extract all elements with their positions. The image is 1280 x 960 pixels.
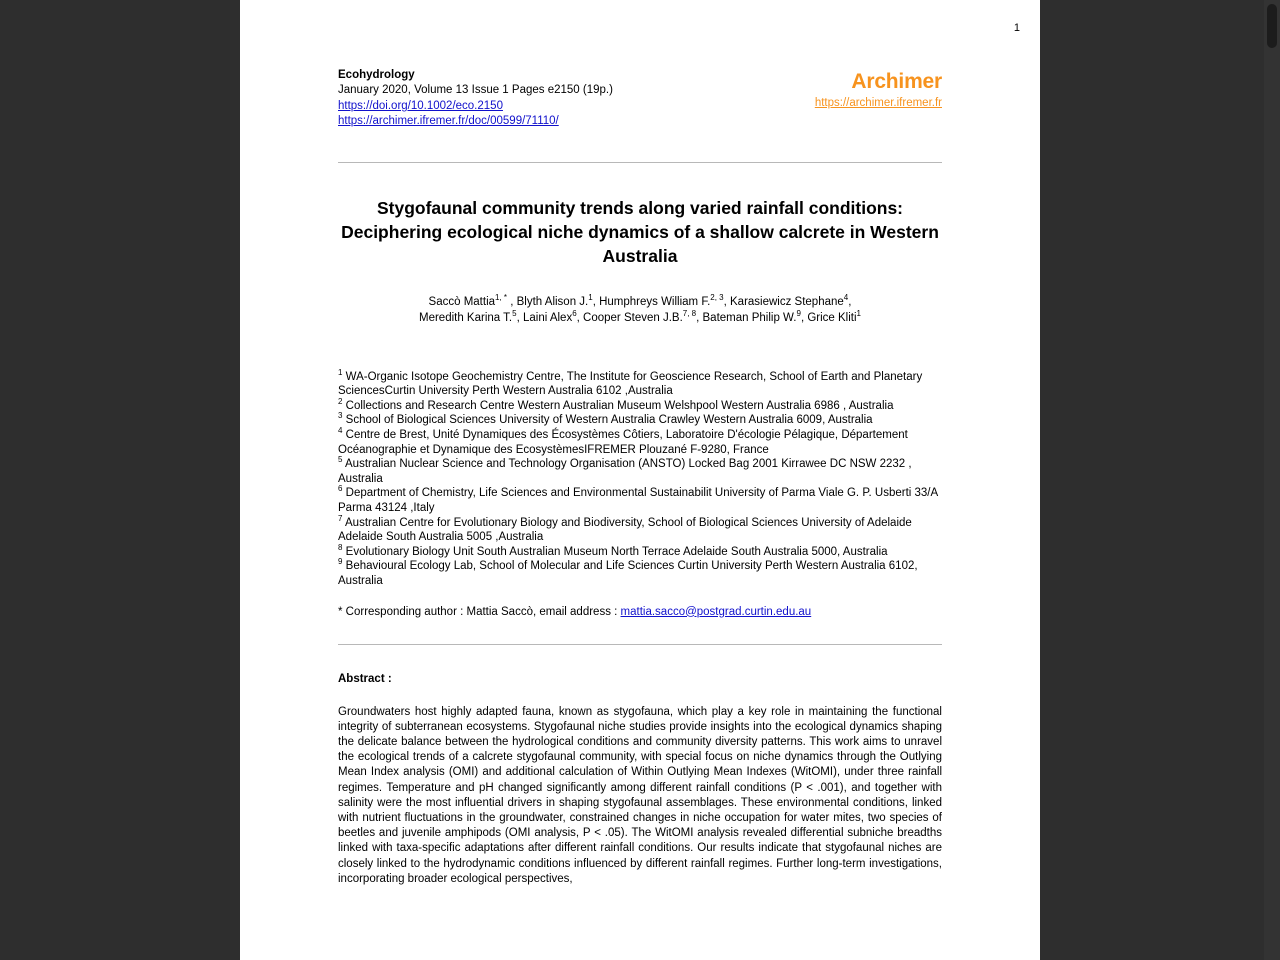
doi-link[interactable]: https://doi.org/10.1002/eco.2150 xyxy=(338,99,503,112)
divider-top xyxy=(338,162,942,163)
affiliation-text: Department of Chemistry, Life Sciences and Environmental Sustainabilit University of Parma Viale G. P. Usberti 33/A Parma 43124 ,Italy xyxy=(338,487,938,514)
author-name: Saccò Mattia xyxy=(428,295,496,308)
affiliation-text: WA-Organic Isotope Geochemistry Centre, The Institute for Geoscience Research, School of Earth and Planetary SciencesCurtin University Perth Western Australia 6102 ,Australia xyxy=(338,370,923,398)
affiliation-marker: 8 xyxy=(338,542,343,552)
affiliation-item xyxy=(338,413,942,428)
author-affil-marks: 1, * xyxy=(495,292,508,302)
affiliation-text: Collections and Research Centre Western Australian Museum Welshpool Western Australia 6986 , Australia xyxy=(345,399,894,412)
author-name: Grice Kliti xyxy=(807,311,857,324)
page-number: 1 xyxy=(1013,22,1020,34)
page-content xyxy=(338,68,942,887)
archive-link[interactable]: https://archimer.ifremer.fr/doc/00599/71110/ xyxy=(338,115,559,128)
vertical-scrollbar[interactable] xyxy=(1264,0,1280,960)
author-affil-marks: 6 xyxy=(572,308,577,318)
abstract-body: Groundwaters host highly adapted fauna, known as stygofauna, which play a key role in maintaining the functional integrity of subterranean ecosystems. Stygofaunal niche studies provide insights into the ecological dynamics shaping the delicate balance between the hydrological conditions and community diversity patterns. This work aims to unravel the ecological trends of a calcrete stygofaunal community, with special focus on niche dynamics through the Outlying Mean Index analysis (OMI) and additional calculation of Within Outlying Mean Indexes (WitOMI), under three rainfall regimes. Temperature and pH changed significantly among different rainfall conditions (P < .001), and together with salinity were the most influential drivers in shaping stygofaunal assemblages. These environmental conditions, linked with nutrient fluctuations in the groundwater, constrained changes in niche occupation for water mites, two species of beetles and juvenile amphipods (OMI analysis, P < .05). The WitOMI analysis revealed differential subniche breadths linked with taxa-specific adaptations after different rainfall conditions. Our results indicate that stygofaunal niches are closely linked to the hydrodynamic conditions influenced by different rainfall regimes. Further long-term investigations, incorporating broader ecological perspectives, xyxy=(338,705,942,885)
author-name: Karasiewicz Stephane xyxy=(730,295,844,308)
author-name: Humphreys William F. xyxy=(599,295,711,308)
archimer-logo: Archimer xyxy=(851,70,942,93)
affiliation-item xyxy=(338,542,942,560)
affiliation-item xyxy=(338,513,942,545)
scrollbar-thumb[interactable] xyxy=(1267,4,1277,48)
masthead xyxy=(338,68,942,130)
author-line-1: Saccò Mattia$^{1, *}$ , Blyth Alison J.$^1$, Humphreys William F.$^{2, 3}$, Karasiewicz Stephane$^4$, xyxy=(428,292,852,308)
author-affil-marks: 5 xyxy=(512,308,517,318)
archimer-branding xyxy=(815,68,942,111)
journal-issue-line: January 2020, Volume 13 Issue 1 Pages e2150 (19p.) xyxy=(338,84,613,97)
page-title: Stygofaunal community trends along varied rainfall conditions: Deciphering ecological niche dynamics of a shallow calcrete in Western Australia xyxy=(341,197,939,266)
affiliation-text: Australian Centre for Evolutionary Biology and Biodiversity, School of Biological Sciences University of Adelaide Adelaide South Australia 5005 ,Australia xyxy=(338,516,912,544)
corresponding-author-label: * Corresponding author : Mattia Saccò, email address : xyxy=(338,605,621,618)
affiliation-list xyxy=(338,367,942,589)
corresponding-author xyxy=(338,605,942,620)
journal-info xyxy=(338,68,613,130)
affiliation-marker: 1 xyxy=(338,367,343,377)
author-name: Bateman Philip W. xyxy=(702,311,797,324)
author-line-2: Meredith Karina T.$^5$, Laini Alex$^6$, Cooper Steven J.B.$^{7, 8}$, Bateman Philip W.$^9$, Grice Kliti$^1$ xyxy=(419,308,861,324)
archimer-site-link[interactable]: https://archimer.ifremer.fr xyxy=(814,97,942,109)
affiliation-item xyxy=(338,559,942,588)
affiliation-text: Behavioural Ecology Lab, School of Molecular and Life Sciences Curtin University Perth Western Australia 6102, Australia xyxy=(338,560,918,587)
journal-name: Ecohydrology xyxy=(338,69,415,81)
document-page xyxy=(240,0,1040,960)
author-affil-marks: 7, 8 xyxy=(682,308,697,318)
author-list xyxy=(338,294,942,326)
author-name: Cooper Steven J.B. xyxy=(583,311,683,324)
affiliation-item xyxy=(338,428,942,457)
divider-bottom xyxy=(338,644,942,645)
author-affil-marks: 2, 3 xyxy=(710,292,724,302)
affiliation-text: Centre de Brest, Unité Dynamiques des Écosystèmes Côtiers, Laboratoire D'écologie Pélagique, Département Océanographie et Dynamique des EcosystèmesIFREMER Plouzané F-9280, France xyxy=(338,429,908,456)
affiliation-text: Australian Nuclear Science and Technology Organisation (ANSTO) Locked Bag 2001 Kirrawee DC NSW 2232 , Australia xyxy=(338,458,912,485)
affiliation-item xyxy=(338,396,942,414)
author-affil-marks: 1 xyxy=(588,292,593,302)
author-affil-marks: 1 xyxy=(856,308,861,318)
author-name: Meredith Karina T. xyxy=(419,311,513,324)
affiliation-text: Evolutionary Biology Unit South Australian Museum North Terrace Adelaide South Australia 5000, Australia xyxy=(345,545,888,558)
affiliation-text: School of Biological Sciences University of Western Australia Crawley Western Australia 6009, Australia xyxy=(345,414,873,427)
affiliation-marker: 6 xyxy=(338,484,343,494)
affiliation-item xyxy=(338,457,942,486)
affiliation-marker: 5 xyxy=(338,455,343,465)
affiliation-marker: 9 xyxy=(338,557,343,567)
author-affil-marks: 9 xyxy=(796,308,801,318)
author-name: Blyth Alison J. xyxy=(516,295,589,308)
affiliation-marker: 7 xyxy=(338,513,343,523)
corresponding-email-link[interactable]: mattia.sacco@postgrad.curtin.edu.au xyxy=(620,605,812,618)
affiliation-item xyxy=(338,367,942,399)
author-name: Laini Alex xyxy=(522,311,573,324)
affiliation-item xyxy=(338,486,942,515)
author-affil-marks: 4 xyxy=(843,292,849,302)
affiliation-marker: 3 xyxy=(338,411,343,421)
abstract-heading: Abstract : xyxy=(338,672,392,685)
affiliation-marker: 2 xyxy=(338,396,343,406)
affiliation-marker: 4 xyxy=(338,426,343,436)
